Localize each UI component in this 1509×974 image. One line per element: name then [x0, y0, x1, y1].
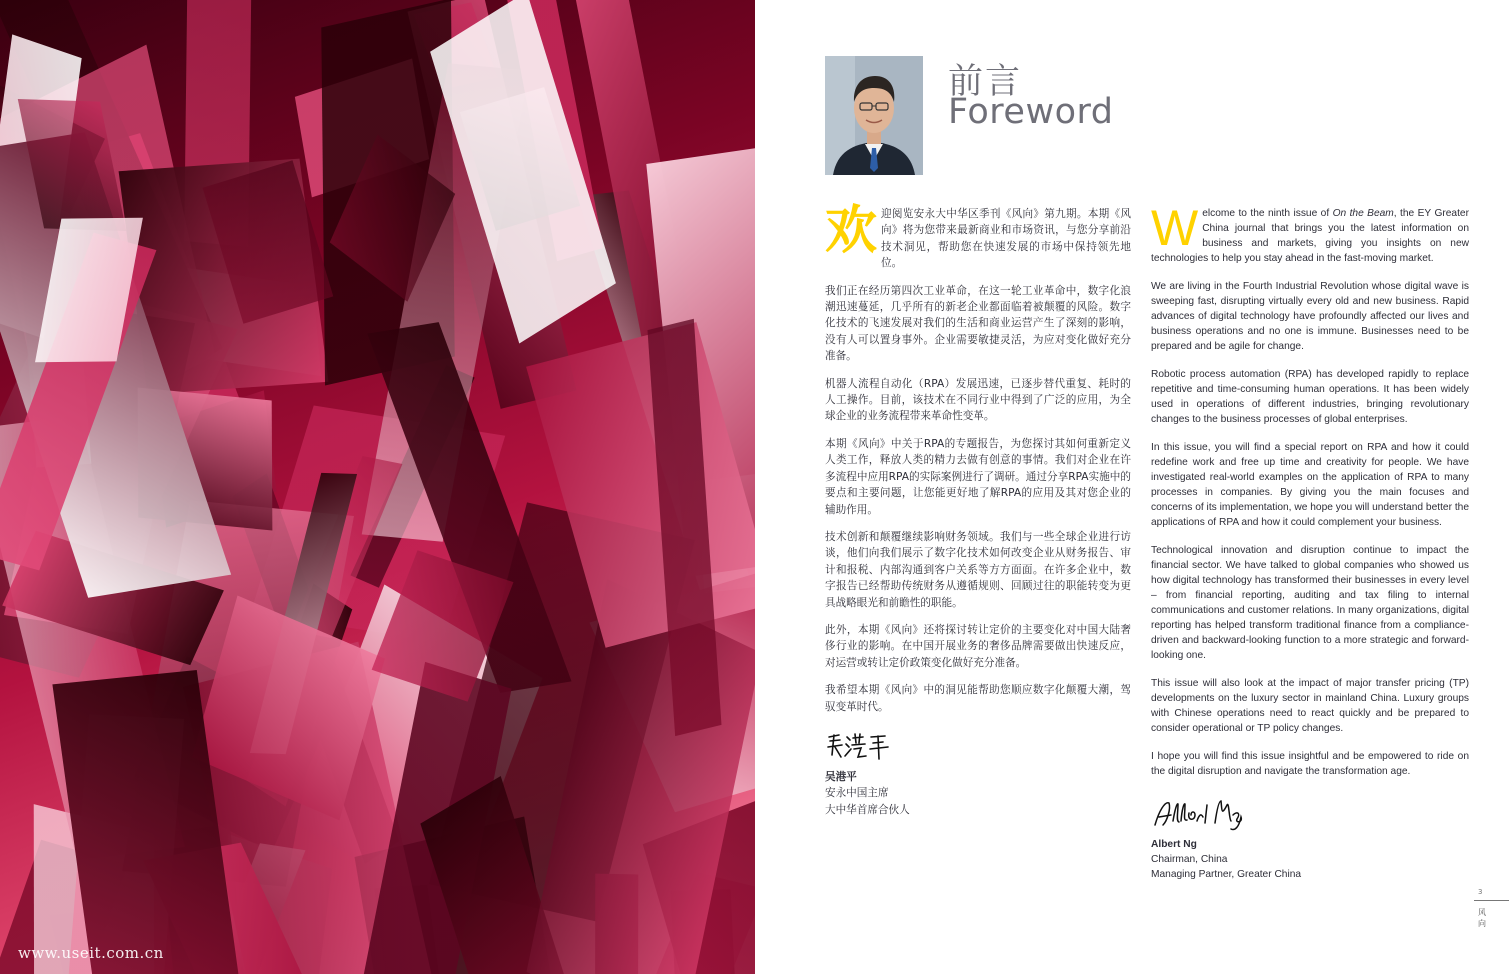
paragraph: 此外，本期《风向》还将探讨转让定价的主要变化对中国大陆奢侈行业的影响。在中国开展业务的奢侈品牌需要做出快速反应，对运营或转让定价政策变化做好充分准备。 [825, 623, 1131, 669]
chinese-signature-block [825, 729, 1131, 818]
signatory-title: Managing Partner, Greater China [1151, 869, 1302, 880]
page-number: 3 [1478, 888, 1483, 896]
handwritten-signature-cn [825, 729, 895, 761]
watermark: www.useit.com.cn [18, 944, 164, 962]
paragraph: In this issue, you will find a special report on RPA and how it could redefine work and free up time and creativity for people. We have investigated real-world examples on the application of RPA to many processes in companies. By giving you the main focuses and concerns of its implementation, we hope you will understand better the applications of RPA and how it could complement your business. [1151, 442, 1469, 528]
paragraph: We are living in the Fourth Industrial Revolution whose digital wave is sweeping fast, disrupting virtually every old and new business. Rapid advances of digital technology have profoundly affected our lives and business operations and no one is immune. Businesses need to be prepared and be agile for change. [1151, 281, 1469, 352]
signatory-name: Albert Ng [1151, 839, 1197, 850]
paragraph: This issue will also look at the impact of major transfer pricing (TP) developments on the luxury sector in mainland China. Luxury groups with Chinese operations need to react quickly and be prepared to consider operational or TP policy changes. [1151, 678, 1469, 734]
paragraph: 我希望本期《风向》中的洞见能帮助您顺应数字化颠覆大潮，驾驭变革时代。 [825, 684, 1131, 713]
person-portrait-icon [825, 56, 923, 175]
journal-name: 风向 [1478, 908, 1486, 928]
paragraph: 技术创新和颠覆继续影响财务领域。我们与一些全球企业进行访谈，他们向我们展示了数字化技术如何改变企业从财务报告、审计和报税、内部沟通到客户关系等方方面面。在许多企业中，数字报告已经帮助传统财务从遵循规则、回顾过往的职能转变为更具战略眼光和前瞻性的职能。 [825, 530, 1131, 609]
paragraph: 机器人流程自动化（RPA）发展迅速，已逐步替代重复、耗时的人工操作。目前，该技术在不同行业中得到了广泛的应用，为全球企业的业务流程带来革命性变革。 [825, 377, 1131, 423]
signatory-title: 大中华首席合伙人 [825, 803, 910, 816]
english-signature-block [1151, 795, 1469, 882]
page-number-tab [1474, 888, 1509, 929]
page-title-english: Foreword [948, 92, 1114, 132]
paragraph: 我们正在经历第四次工业革命，在这一轮工业革命中，数字化浪潮迅速蔓延，几乎所有的新老企业都面临着被颠覆的风险。数字化技术的飞速发展对我们的生活和商业运营产生了深刻的影响，没有人可以置身事外。企业需要敏捷灵活，为应对变化做好充分准备。 [825, 284, 1131, 363]
portrait-photo [825, 56, 923, 175]
paragraph: 本期《风向》中关于RPA的专题报告，为您探讨其如何重新定义人类工作，释放人类的精力去做有创意的事情。我们对企业在许多流程中应用RPA的实际案例进行了调研。通过分享RPA实施中的要点和主要问题，让您能更好地了解RPA的应用及其对您企业的辅助作用。 [825, 437, 1131, 516]
paragraph: I hope you will find this issue insightful and be empowered to ride on the digital disruption and navigate the transformation age. [1151, 751, 1469, 777]
english-foreword-column [1151, 200, 1469, 882]
divider [1474, 900, 1509, 901]
paragraph: 欢迎阅览安永大中华区季刊《风向》第九期。本期《风向》将为您带来最新商业和市场资讯，与您分享前沿技术洞见，帮助您在快速发展的市场中保持领先地位。 [825, 201, 1131, 270]
signatory-name: 吴港平 [825, 770, 857, 783]
paragraph: Technological innovation and disruption continue to impact the financial sector. We have talked to global companies who showed us how digital technology has transformed their businesses in every level – from financial reporting, auditing and tax filing to internal communications and customer relations. In many organizations, digital reporting has helped transform traditional finance from a compliance-driven and backward-looking function to a more strategic and forward-looking one. [1151, 545, 1469, 661]
drop-cap: 欢 [825, 201, 878, 261]
drop-cap: W [1151, 200, 1199, 256]
page-title-chinese: 前言 [948, 62, 1023, 102]
signatory-title: Chairman, China [1151, 854, 1228, 865]
paragraph: Welcome to the ninth issue of On the Beam, the EY Greater China journal that brings you the latest information on business and markets, giving you insights on new technologies to help you stay ahead in the fast-moving market. [1151, 200, 1469, 264]
signatory-title: 安永中国主席 [825, 787, 889, 800]
chinese-foreword-column [825, 201, 1131, 818]
paragraph: Robotic process automation (RPA) has developed rapidly to replace repetitive and time-consuming human operations. It has been widely used in operations of different industries, bringing revolutionary changes to the business processes of global enterprises. [1151, 369, 1469, 425]
handwritten-signature-en [1151, 795, 1251, 833]
